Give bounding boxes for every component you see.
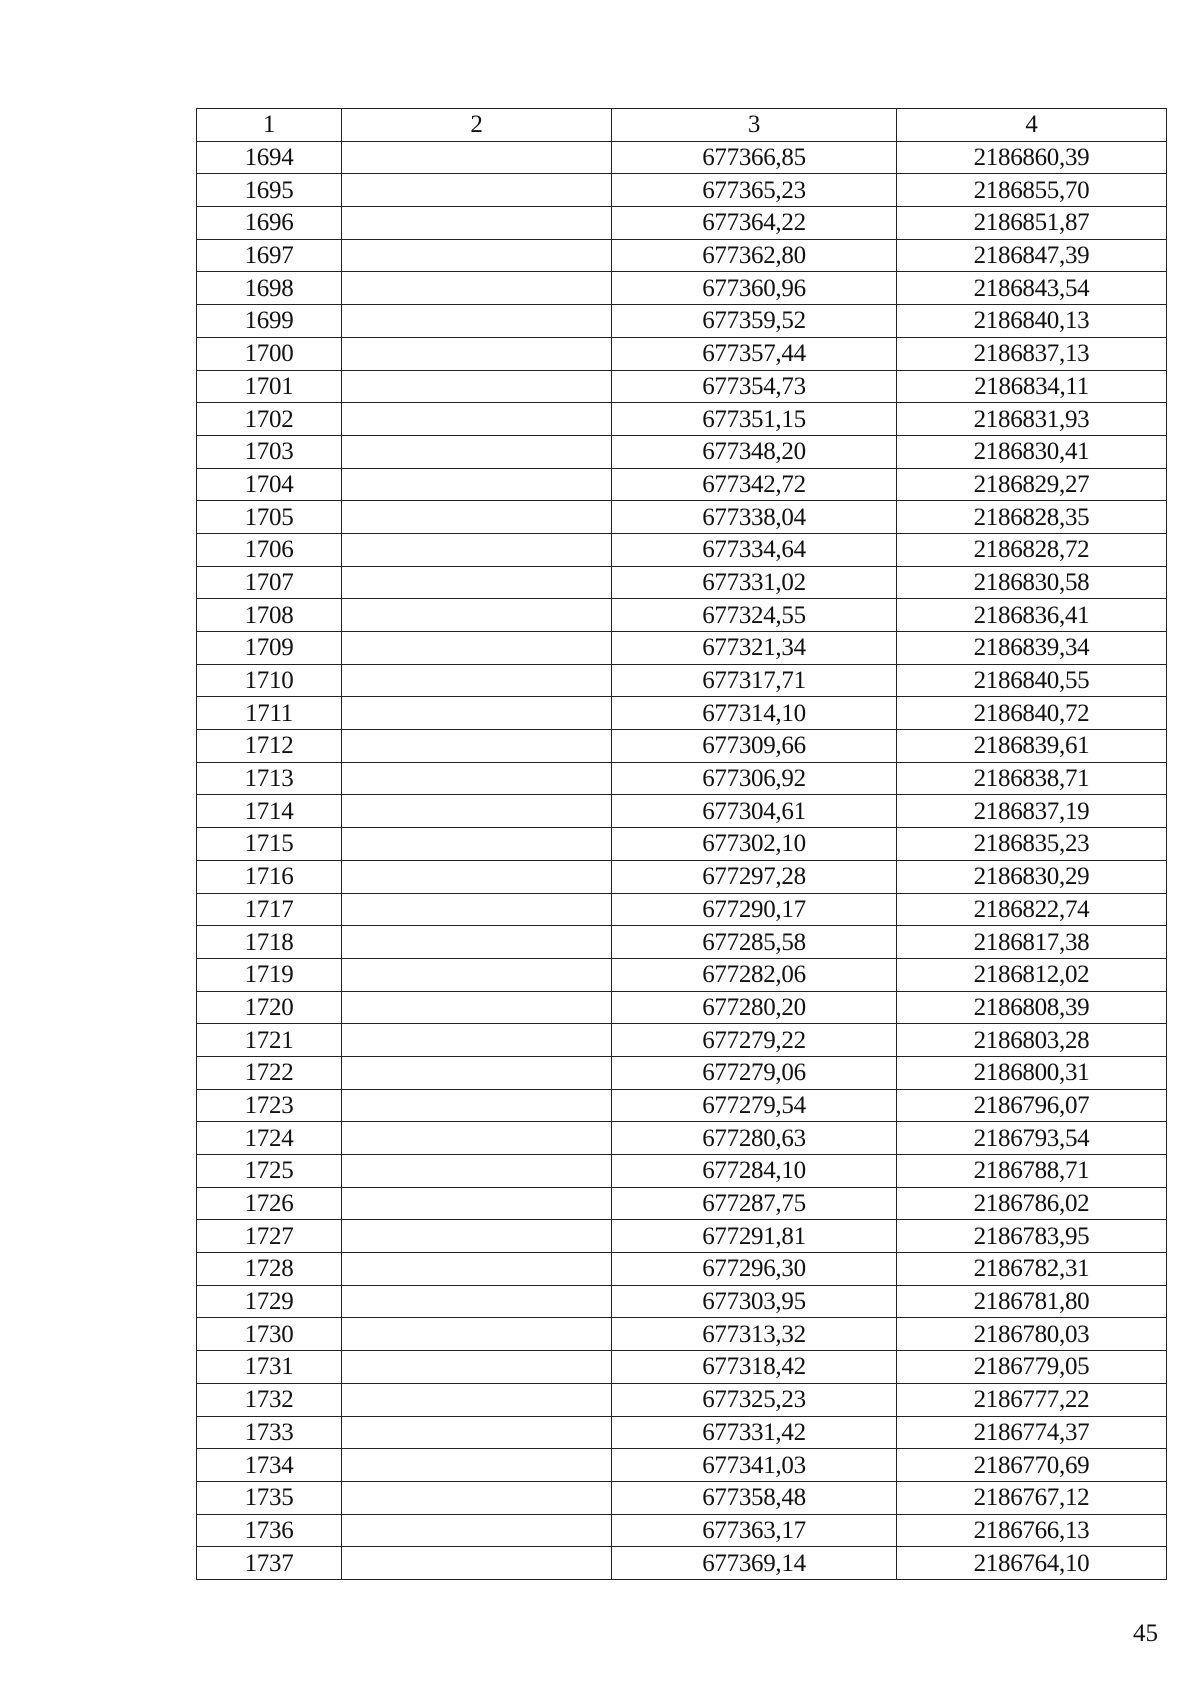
y-coordinate-cell: 2186830,41 [897,435,1167,468]
y-coordinate-cell: 2186830,58 [897,566,1167,599]
x-coordinate-cell: 677321,34 [612,632,897,665]
x-coordinate-cell: 677351,15 [612,403,897,436]
table-row [197,272,1167,305]
empty-cell [342,599,612,632]
x-coordinate-cell: 677325,23 [612,1383,897,1416]
table-row [197,337,1167,370]
point-number-cell: 1725 [197,1155,342,1188]
x-coordinate-cell: 677287,75 [612,1187,897,1220]
y-coordinate-cell: 2186831,93 [897,403,1167,436]
point-number-cell: 1695 [197,174,342,207]
point-number-cell: 1733 [197,1416,342,1449]
x-coordinate-cell: 677354,73 [612,370,897,403]
x-coordinate-cell: 677285,58 [612,926,897,959]
table-row [197,1253,1167,1286]
point-number-cell: 1709 [197,632,342,665]
point-number-cell: 1716 [197,860,342,893]
table-row [197,599,1167,632]
y-coordinate-cell: 2186770,69 [897,1449,1167,1482]
x-coordinate-cell: 677318,42 [612,1351,897,1384]
empty-cell [342,1220,612,1253]
y-coordinate-cell: 2186860,39 [897,141,1167,174]
point-number-cell: 1707 [197,566,342,599]
x-coordinate-cell: 677280,20 [612,991,897,1024]
y-coordinate-cell: 2186839,61 [897,730,1167,763]
table-row [197,533,1167,566]
empty-cell [342,730,612,763]
table-row [197,828,1167,861]
x-coordinate-cell: 677348,20 [612,435,897,468]
y-coordinate-cell: 2186777,22 [897,1383,1167,1416]
x-coordinate-cell: 677341,03 [612,1449,897,1482]
x-coordinate-cell: 677309,66 [612,730,897,763]
empty-cell [342,762,612,795]
table-row [197,305,1167,338]
table-row [197,239,1167,272]
x-coordinate-cell: 677359,52 [612,305,897,338]
table-row [197,403,1167,436]
x-coordinate-cell: 677304,61 [612,795,897,828]
point-number-cell: 1732 [197,1383,342,1416]
point-number-cell: 1708 [197,599,342,632]
y-coordinate-cell: 2186828,72 [897,533,1167,566]
page-number: 45 [1133,1620,1158,1647]
table-row [197,1024,1167,1057]
y-coordinate-cell: 2186796,07 [897,1089,1167,1122]
x-coordinate-cell: 677363,17 [612,1514,897,1547]
empty-cell [342,893,612,926]
x-coordinate-cell: 677334,64 [612,533,897,566]
empty-cell [342,468,612,501]
x-coordinate-cell: 677279,06 [612,1056,897,1089]
empty-cell [342,926,612,959]
y-coordinate-cell: 2186764,10 [897,1547,1167,1580]
empty-cell [342,991,612,1024]
x-coordinate-cell: 677306,92 [612,762,897,795]
empty-cell [342,1285,612,1318]
x-coordinate-cell: 677331,02 [612,566,897,599]
x-coordinate-cell: 677331,42 [612,1416,897,1449]
point-number-cell: 1724 [197,1122,342,1155]
empty-cell [342,860,612,893]
table-row [197,860,1167,893]
empty-cell [342,697,612,730]
table-row [197,1122,1167,1155]
y-coordinate-cell: 2186788,71 [897,1155,1167,1188]
empty-cell [342,1122,612,1155]
y-coordinate-cell: 2186829,27 [897,468,1167,501]
table-row [197,1056,1167,1089]
empty-cell [342,1089,612,1122]
empty-cell [342,958,612,991]
y-coordinate-cell: 2186840,13 [897,305,1167,338]
table-row [197,795,1167,828]
y-coordinate-cell: 2186839,34 [897,632,1167,665]
y-coordinate-cell: 2186780,03 [897,1318,1167,1351]
point-number-cell: 1729 [197,1285,342,1318]
table-row [197,926,1167,959]
x-coordinate-cell: 677303,95 [612,1285,897,1318]
table-row [197,1155,1167,1188]
empty-cell [342,1416,612,1449]
table-row [197,174,1167,207]
point-number-cell: 1699 [197,305,342,338]
x-coordinate-cell: 677280,63 [612,1122,897,1155]
point-number-cell: 1726 [197,1187,342,1220]
x-coordinate-cell: 677302,10 [612,828,897,861]
table-row [197,1547,1167,1580]
point-number-cell: 1721 [197,1024,342,1057]
y-coordinate-cell: 2186836,41 [897,599,1167,632]
y-coordinate-cell: 2186793,54 [897,1122,1167,1155]
column-header-1: 1 [197,109,342,142]
table-header-row [197,109,1167,142]
x-coordinate-cell: 677324,55 [612,599,897,632]
point-number-cell: 1722 [197,1056,342,1089]
table-row [197,632,1167,665]
table-row [197,697,1167,730]
empty-cell [342,174,612,207]
table-row [197,207,1167,240]
table-row [197,566,1167,599]
point-number-cell: 1700 [197,337,342,370]
table-row [197,1089,1167,1122]
x-coordinate-cell: 677297,28 [612,860,897,893]
point-number-cell: 1735 [197,1481,342,1514]
y-coordinate-cell: 2186838,71 [897,762,1167,795]
x-coordinate-cell: 677360,96 [612,272,897,305]
point-number-cell: 1728 [197,1253,342,1286]
y-coordinate-cell: 2186835,23 [897,828,1167,861]
empty-cell [342,305,612,338]
x-coordinate-cell: 677284,10 [612,1155,897,1188]
table-row [197,141,1167,174]
table-row [197,1514,1167,1547]
x-coordinate-cell: 677358,48 [612,1481,897,1514]
y-coordinate-cell: 2186808,39 [897,991,1167,1024]
y-coordinate-cell: 2186767,12 [897,1481,1167,1514]
y-coordinate-cell: 2186779,05 [897,1351,1167,1384]
x-coordinate-cell: 677364,22 [612,207,897,240]
x-coordinate-cell: 677291,81 [612,1220,897,1253]
table-row [197,730,1167,763]
table-row [197,1481,1167,1514]
x-coordinate-cell: 677313,32 [612,1318,897,1351]
point-number-cell: 1734 [197,1449,342,1482]
x-coordinate-cell: 677338,04 [612,501,897,534]
y-coordinate-cell: 2186847,39 [897,239,1167,272]
point-number-cell: 1731 [197,1351,342,1384]
y-coordinate-cell: 2186837,13 [897,337,1167,370]
empty-cell [342,1449,612,1482]
table-row [197,435,1167,468]
x-coordinate-cell: 677342,72 [612,468,897,501]
empty-cell [342,1155,612,1188]
y-coordinate-cell: 2186855,70 [897,174,1167,207]
point-number-cell: 1717 [197,893,342,926]
empty-cell [342,632,612,665]
point-number-cell: 1706 [197,533,342,566]
point-number-cell: 1702 [197,403,342,436]
y-coordinate-cell: 2186830,29 [897,860,1167,893]
x-coordinate-cell: 677357,44 [612,337,897,370]
table-row [197,664,1167,697]
empty-cell [342,1383,612,1416]
empty-cell [342,795,612,828]
table-row [197,468,1167,501]
table-row [197,762,1167,795]
point-number-cell: 1720 [197,991,342,1024]
column-header-2: 2 [342,109,612,142]
table-row [197,1285,1167,1318]
empty-cell [342,1056,612,1089]
point-number-cell: 1727 [197,1220,342,1253]
table-row [197,1383,1167,1416]
y-coordinate-cell: 2186774,37 [897,1416,1167,1449]
x-coordinate-cell: 677290,17 [612,893,897,926]
empty-cell [342,435,612,468]
y-coordinate-cell: 2186812,02 [897,958,1167,991]
empty-cell [342,828,612,861]
column-header-4: 4 [897,109,1167,142]
empty-cell [342,1514,612,1547]
empty-cell [342,207,612,240]
empty-cell [342,239,612,272]
empty-cell [342,1187,612,1220]
table-row [197,1220,1167,1253]
y-coordinate-cell: 2186840,72 [897,697,1167,730]
point-number-cell: 1711 [197,697,342,730]
y-coordinate-cell: 2186851,87 [897,207,1167,240]
table-row [197,991,1167,1024]
empty-cell [342,141,612,174]
x-coordinate-cell: 677296,30 [612,1253,897,1286]
point-number-cell: 1714 [197,795,342,828]
point-number-cell: 1710 [197,664,342,697]
x-coordinate-cell: 677365,23 [612,174,897,207]
y-coordinate-cell: 2186766,13 [897,1514,1167,1547]
y-coordinate-cell: 2186843,54 [897,272,1167,305]
point-number-cell: 1718 [197,926,342,959]
x-coordinate-cell: 677369,14 [612,1547,897,1580]
table-row [197,893,1167,926]
table-row [197,1449,1167,1482]
empty-cell [342,501,612,534]
empty-cell [342,1024,612,1057]
point-number-cell: 1715 [197,828,342,861]
y-coordinate-cell: 2186781,80 [897,1285,1167,1318]
y-coordinate-cell: 2186786,02 [897,1187,1167,1220]
x-coordinate-cell: 677362,80 [612,239,897,272]
point-number-cell: 1703 [197,435,342,468]
table-row [197,1187,1167,1220]
y-coordinate-cell: 2186783,95 [897,1220,1167,1253]
y-coordinate-cell: 2186782,31 [897,1253,1167,1286]
empty-cell [342,664,612,697]
y-coordinate-cell: 2186803,28 [897,1024,1167,1057]
x-coordinate-cell: 677279,22 [612,1024,897,1057]
y-coordinate-cell: 2186822,74 [897,893,1167,926]
point-number-cell: 1694 [197,141,342,174]
table-body [197,109,1167,1580]
empty-cell [342,1351,612,1384]
empty-cell [342,1318,612,1351]
table-row [197,958,1167,991]
y-coordinate-cell: 2186840,55 [897,664,1167,697]
y-coordinate-cell: 2186828,35 [897,501,1167,534]
point-number-cell: 1730 [197,1318,342,1351]
point-number-cell: 1704 [197,468,342,501]
empty-cell [342,1547,612,1580]
x-coordinate-cell: 677282,06 [612,958,897,991]
y-coordinate-cell: 2186800,31 [897,1056,1167,1089]
coordinates-table [196,108,1167,1580]
table-row [197,1318,1167,1351]
y-coordinate-cell: 2186817,38 [897,926,1167,959]
y-coordinate-cell: 2186834,11 [897,370,1167,403]
column-header-3: 3 [612,109,897,142]
x-coordinate-cell: 677314,10 [612,697,897,730]
empty-cell [342,403,612,436]
point-number-cell: 1737 [197,1547,342,1580]
point-number-cell: 1713 [197,762,342,795]
point-number-cell: 1736 [197,1514,342,1547]
empty-cell [342,1253,612,1286]
x-coordinate-cell: 677366,85 [612,141,897,174]
table-row [197,501,1167,534]
empty-cell [342,272,612,305]
x-coordinate-cell: 677317,71 [612,664,897,697]
table-row [197,370,1167,403]
point-number-cell: 1719 [197,958,342,991]
point-number-cell: 1712 [197,730,342,763]
table-row [197,1351,1167,1384]
empty-cell [342,337,612,370]
point-number-cell: 1696 [197,207,342,240]
empty-cell [342,370,612,403]
table-row [197,1416,1167,1449]
empty-cell [342,533,612,566]
point-number-cell: 1723 [197,1089,342,1122]
point-number-cell: 1701 [197,370,342,403]
x-coordinate-cell: 677279,54 [612,1089,897,1122]
point-number-cell: 1697 [197,239,342,272]
empty-cell [342,1481,612,1514]
y-coordinate-cell: 2186837,19 [897,795,1167,828]
empty-cell [342,566,612,599]
point-number-cell: 1698 [197,272,342,305]
point-number-cell: 1705 [197,501,342,534]
